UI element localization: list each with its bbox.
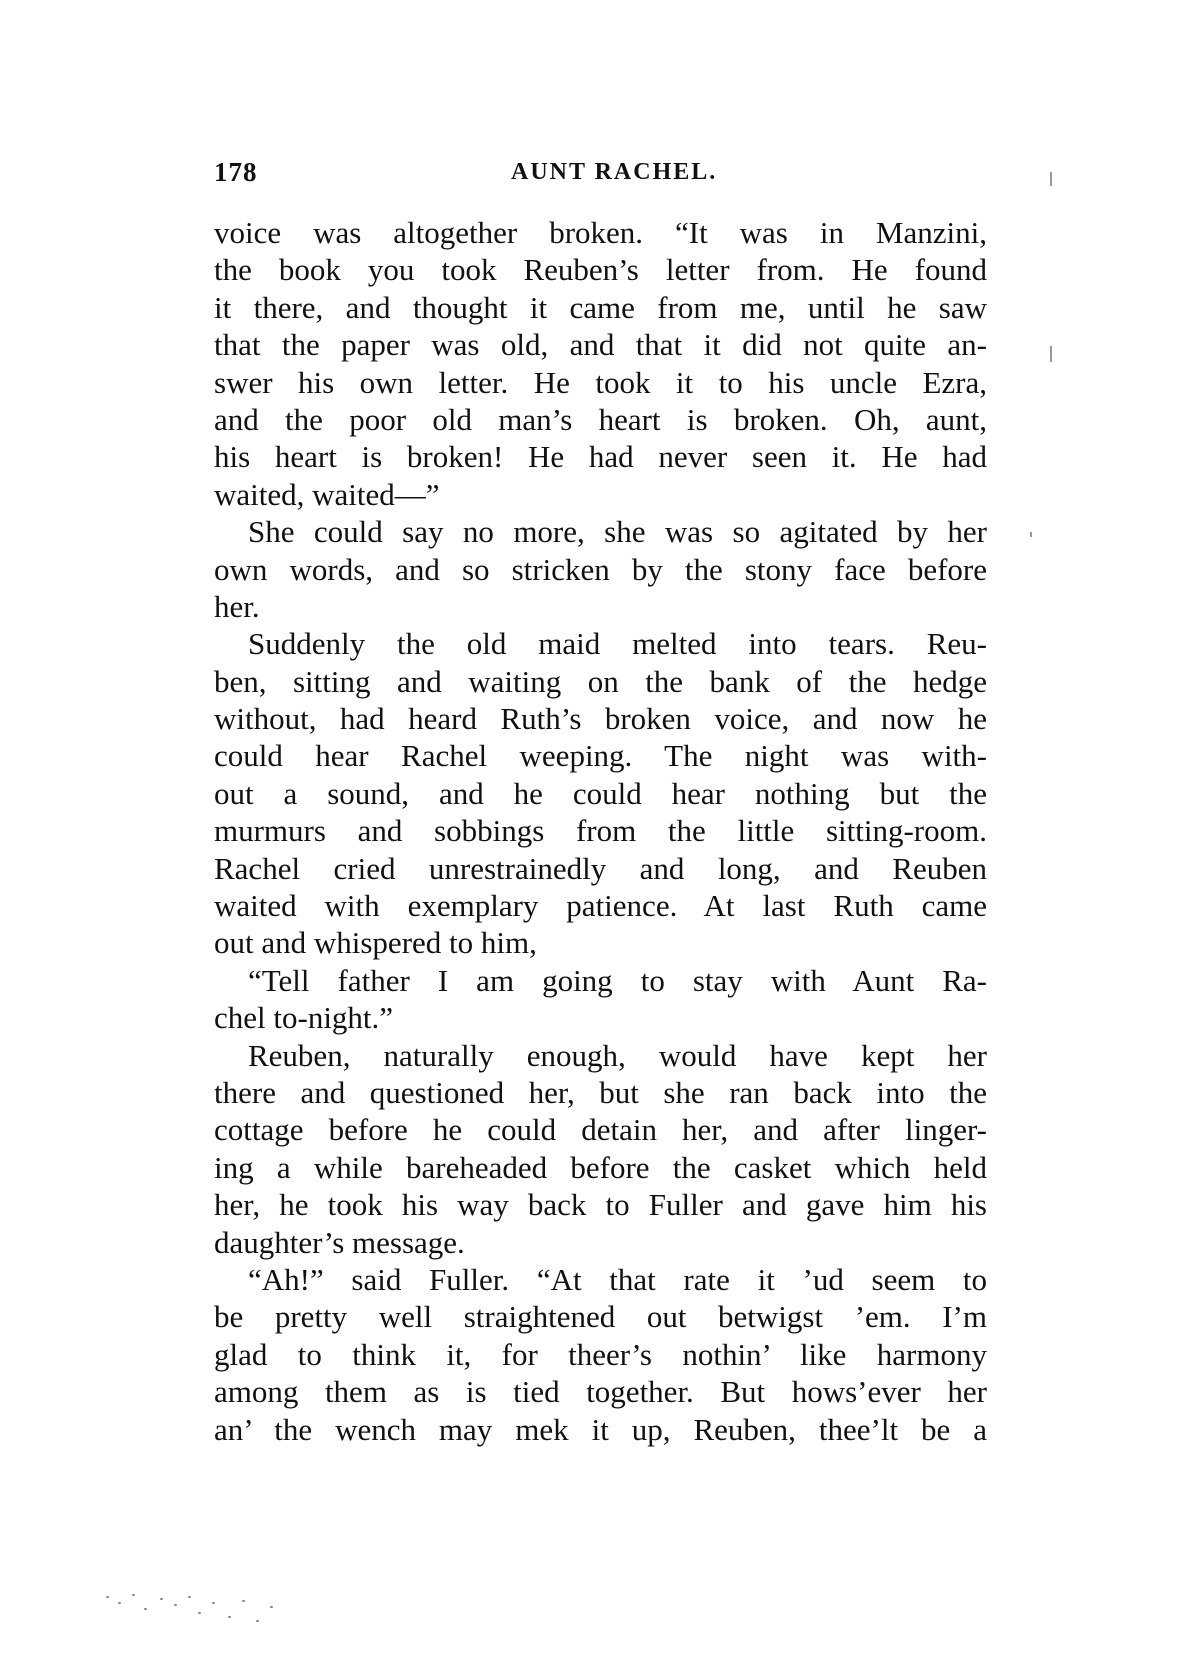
text-line: Suddenly the old maid melted into tears. Reu- xyxy=(248,626,987,662)
text-line: chel to-night.” xyxy=(214,1000,394,1036)
text-line: “Tell father I am going to stay with Aunt Ra- xyxy=(248,962,987,998)
text-line: among them as is tied together. But hows’ever her xyxy=(214,1374,987,1410)
text-line: “Ah!” said Fuller. “At that rate it ’ud seem to xyxy=(248,1261,987,1297)
text-line: out and whispered to him, xyxy=(214,925,537,961)
text-line: without, had heard Ruth’s broken voice, and now he xyxy=(214,701,987,737)
text-line: her. xyxy=(214,588,260,624)
text-line: could hear Rachel weeping. The night was with- xyxy=(214,738,987,774)
page-number: 178 xyxy=(214,157,258,187)
text-line: it there, and thought it came from me, until he saw xyxy=(214,289,987,325)
text-line: his heart is broken! He had never seen it. He had xyxy=(214,439,987,475)
margin-mark xyxy=(1030,532,1032,537)
margin-mark xyxy=(1050,172,1052,186)
text-line: daughter’s message. xyxy=(214,1224,465,1260)
text-line: cottage before he could detain her, and after linger- xyxy=(214,1112,987,1148)
scan-specks xyxy=(100,1590,300,1640)
text-line: an’ the wench may mek it up, Reuben, thee’lt be a xyxy=(214,1411,987,1447)
text-line: own words, and so stricken by the stony face before xyxy=(214,551,987,587)
text-line: voice was altogether broken. “It was in Manzini, xyxy=(214,215,987,250)
text-line: glad to think it, for theer’s nothin’ like harmony xyxy=(214,1336,987,1372)
text-line: and the poor old man’s heart is broken. Oh, aunt, xyxy=(214,401,987,437)
text-line: waited, waited—” xyxy=(214,476,440,512)
text-line: She could say no more, she was so agitated by her xyxy=(248,514,987,550)
text-line: Rachel cried unrestrainedly and long, and Reuben xyxy=(214,850,987,886)
body-text xyxy=(214,214,987,1448)
text-line: her, he took his way back to Fuller and gave him his xyxy=(214,1187,987,1223)
text-line: Reuben, naturally enough, would have kept her xyxy=(248,1037,987,1073)
text-line: murmurs and sobbings from the little sitting-room. xyxy=(214,813,987,849)
text-line: the book you took Reuben’s letter from. He found xyxy=(214,252,987,288)
text-line: ben, sitting and waiting on the bank of the hedge xyxy=(214,663,987,699)
margin-mark xyxy=(1050,346,1052,362)
text-line: waited with exemplary patience. At last Ruth came xyxy=(214,888,987,924)
text-line: ing a while bareheaded before the casket which held xyxy=(214,1149,987,1185)
running-head xyxy=(214,157,987,193)
text-line: out a sound, and he could hear nothing but the xyxy=(214,775,987,811)
text-line: there and questioned her, but she ran back into the xyxy=(214,1074,987,1110)
text-line: be pretty well straightened out betwigst ’em. I’m xyxy=(214,1299,987,1335)
running-title: AUNT RACHEL. xyxy=(511,159,718,185)
text-line: that the paper was old, and that it did not quite an- xyxy=(214,327,987,363)
text-line: swer his own letter. He took it to his uncle Ezra, xyxy=(214,364,987,400)
